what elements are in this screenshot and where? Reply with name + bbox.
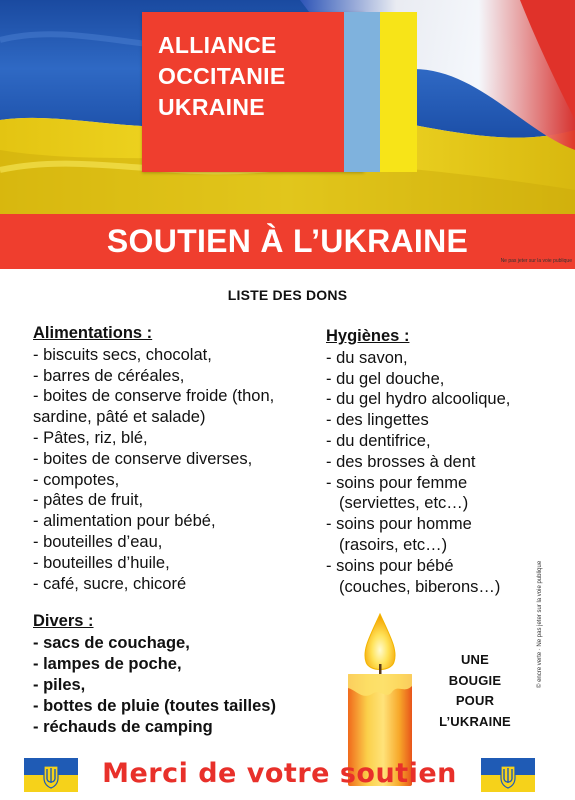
logo-line-3: UKRAINE: [158, 94, 265, 120]
list-item: - sacs de couchage,: [33, 634, 190, 652]
logo-line-2: OCCITANIE: [158, 63, 286, 89]
list-item: - des brosses à dent: [326, 452, 476, 471]
list-item: - du savon,: [326, 348, 408, 367]
thanks-message: Merci de votre soutien: [102, 758, 457, 789]
list-item: sardine, pâté et salade): [33, 408, 206, 427]
list-item: - bouteilles d’eau,: [33, 532, 163, 551]
litter-notice: Ne pas jeter sur la voie publique: [500, 258, 572, 264]
hygiene-heading: Hygiènes :: [326, 327, 410, 345]
list-item: - réchauds de camping: [33, 718, 213, 736]
list-item: - du gel douche,: [326, 369, 445, 388]
ukraine-flag-trident-icon: [24, 758, 78, 792]
list-item: (couches, biberons…): [339, 577, 501, 596]
food-list: [33, 345, 323, 595]
list-item: - des lingettes: [326, 411, 429, 430]
list-item: - barres de céréales,: [33, 366, 185, 385]
logo-blue-stripe: [344, 12, 380, 172]
list-item: - lampes de poche,: [33, 655, 182, 673]
list-item: - Pâtes, riz, blé,: [33, 428, 148, 447]
printer-credit: © encre verte · Ne pas jeter sur la voie publique: [537, 560, 543, 688]
candle-caption-line: L’UKRAINE: [439, 713, 511, 729]
alliance-logo-text: [158, 30, 286, 123]
candle-caption-line: POUR: [455, 693, 495, 708]
list-item: - boites de conserve diverses,: [33, 449, 253, 468]
ukraine-flag-trident-icon: [481, 758, 535, 792]
list-item: (serviettes, etc…): [339, 494, 469, 513]
list-item: - soins pour homme: [326, 515, 472, 534]
title-banner: [0, 214, 575, 269]
list-item: - bottes de pluie (toutes tailles): [33, 697, 276, 715]
list-item: - compotes,: [33, 470, 120, 489]
list-item: - soins pour femme: [326, 473, 468, 492]
logo-line-1: ALLIANCE: [158, 32, 277, 58]
list-item: - café, sucre, chicoré: [33, 574, 187, 593]
list-item: - soins pour bébé: [326, 556, 454, 575]
candle-caption-line: BOUGIE: [448, 672, 502, 688]
hygiene-section: [326, 326, 551, 597]
list-item: - du gel hydro alcoolique,: [326, 390, 511, 409]
page-title: SOUTIEN À L’UKRAINE: [106, 223, 469, 259]
list-item: - biscuits secs, chocolat,: [33, 345, 212, 364]
list-item: - du dentifrice,: [326, 431, 431, 450]
misc-list: [33, 633, 333, 738]
candle-caption: [420, 650, 530, 732]
list-item: - pâtes de fruit,: [33, 491, 144, 510]
logo-yellow-stripe: [380, 12, 417, 172]
food-section: [33, 323, 323, 594]
misc-heading: Divers :: [33, 612, 94, 630]
food-heading: Alimentations :: [33, 324, 153, 342]
list-item: - alimentation pour bébé,: [33, 512, 216, 531]
hygiene-list: [326, 348, 551, 598]
alliance-logo-box: [142, 12, 364, 172]
list-item: - piles,: [33, 676, 86, 694]
misc-section: [33, 611, 333, 738]
list-item: - boites de conserve froide (thon,: [33, 387, 275, 406]
list-item: (rasoirs, etc…): [339, 535, 448, 554]
list-item: - bouteilles d’huile,: [33, 553, 170, 572]
donation-list-title: LISTE DES DONS: [227, 287, 348, 303]
candle-caption-line: UNE: [460, 652, 490, 667]
